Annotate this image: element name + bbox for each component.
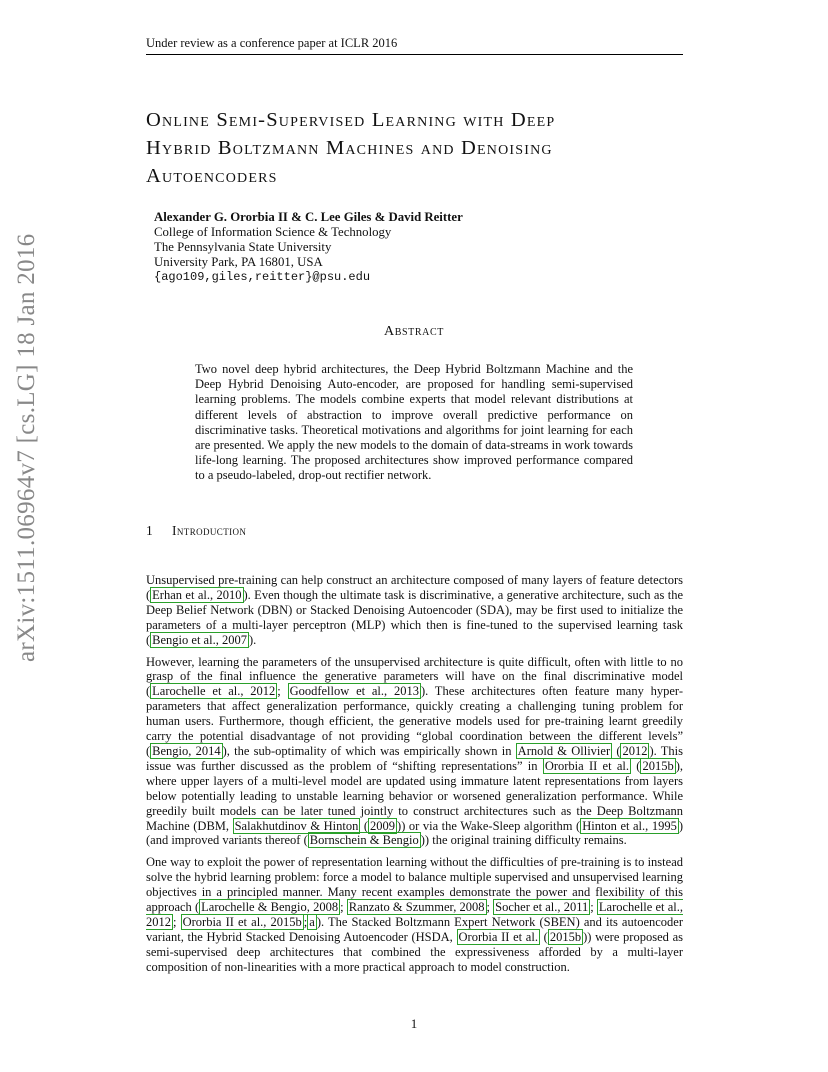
title-line: Online Semi-Supervised Learning with Deep (146, 109, 556, 131)
paragraph-text: ), where upper layers of a multi-level model are updated using immature latent representations from layers below potentially leading to unstable learning behavior or worsened generalization performance. While greedily built models can be later tuned jointly to construct architectures such as the Deep Boltzmann Machine (DBM, (146, 758, 683, 833)
title-line: Hybrid Boltzmann Machines and Denoising (146, 137, 553, 159)
affiliation-line: The Pennsylvania State University (154, 240, 332, 254)
arxiv-identifier[interactable]: arXiv:1511.06964v7 [cs.LG] 18 Jan 2016 (13, 233, 40, 662)
paragraph-text: ). The Stacked Boltzmann Expert Network (SBEN) and its autoencoder variant, the Hybrid Stacked Denoising Autoencoder (HSDA, (146, 914, 683, 944)
citation-link[interactable]: Salakhutdinov & Hinton (234, 818, 359, 833)
paragraph-text: ). Even though the ultimate task is discriminative, a generative architecture, such as the Deep Belief Network (DBN) or Stacked Denoising Autoencoder (SDA), may be first used to initialize the parameters of a multi-layer perceptron (MLP) which then is fine-tuned to the supervised learning task ( (146, 587, 683, 647)
paragraph-text: ( (631, 758, 641, 773)
section-heading (146, 523, 546, 539)
paragraph-text: ; (486, 900, 494, 915)
citation-link[interactable]: Ranzato & Szummer, 2008 (348, 900, 485, 915)
citation-link[interactable]: Ororbia II et al., 2015b (182, 914, 302, 929)
citation-link[interactable]: Ororbia II et al. (544, 758, 629, 773)
section-title: Introduction (172, 523, 247, 538)
citation-link[interactable]: Erhan et al., 2010 (152, 587, 242, 602)
citation-link[interactable]: a (309, 914, 315, 929)
paragraph (146, 855, 683, 974)
paragraph-text: ) (and improved variants thereof ( (146, 818, 683, 848)
citation-link[interactable]: Ororbia II et al. (458, 929, 538, 944)
paragraph-text: ( (612, 743, 621, 758)
paragraph-text: ; (590, 900, 597, 915)
section-number: 1 (146, 523, 154, 538)
citation-link[interactable]: Hinton et al., 1995 (582, 818, 677, 833)
citation-link[interactable]: 2012 (622, 743, 648, 758)
citation-link[interactable]: 2009 (370, 818, 396, 833)
author-block (154, 210, 604, 285)
citation-link[interactable]: Arnold & Ollivier (517, 743, 611, 758)
affiliation-line: University Park, PA 16801, USA (154, 255, 323, 269)
paragraph-text: ; (303, 914, 308, 929)
author-email[interactable]: {ago109,giles,reitter}@psu.edu (154, 270, 371, 284)
citation-link[interactable]: Bornschein & Bengio (309, 833, 419, 848)
citation-link[interactable]: Socher et al., 2011 (495, 900, 589, 915)
paragraph-text: One way to exploit the power of representation learning without the difficulties of pre-training is to instead solve the hybrid learning problem: force a model to balance multiple supervised and unsupervised learning objectives in a principled manner. Many recent examples demonstrate the power and flexibility of this approach ( (146, 855, 683, 915)
paragraph-text: ). These architectures often feature many hyper-parameters that affect generalization performance, quickly creating a challenging tuning problem for human users. Furthermore, though efficient, the generative models used for pre-training learnt greedily carry the potential disadvantage of not providing “global coordination between the different levels” ( (146, 684, 683, 758)
paragraph (146, 573, 683, 648)
author-names: Alexander G. Ororbia II & C. Lee Giles & David Reitter (154, 210, 463, 224)
paragraph-text: ). (248, 632, 257, 647)
citation-link[interactable]: 2015b (642, 758, 674, 773)
page-number: 1 (410, 1016, 418, 1031)
paragraph-text: ). This issue was further discussed as the problem of “shifting representations” in (146, 743, 683, 773)
citation-link[interactable]: Bengio et al., 2007 (152, 632, 247, 647)
affiliation-line: College of Information Science & Technology (154, 225, 392, 239)
paragraph-text: ; (277, 684, 288, 699)
running-header: Under review as a conference paper at ICLR 2016 (146, 36, 683, 55)
abstract-heading: Abstract (384, 324, 444, 339)
paragraph-text: ; (340, 900, 347, 915)
paper-title (146, 106, 706, 190)
abstract-text: Two novel deep hybrid architectures, the Deep Hybrid Boltzmann Machine and the Deep Hybrid Denoising Auto-encoder, are proposed for handling semi-supervised learning problems. The models combine experts that model relevant distributions at different levels of abstraction to improve overall predictive performance on discriminative tasks. Theoretical motivations and algorithms for joint learning for each are presented. We apply the new models to the domain of data-streams in work towards life-long learning. The proposed architectures show improved performance compared to a pseudo-labeled, drop-out rectifier network. (195, 362, 633, 483)
citation-link[interactable]: 2015b (549, 929, 582, 944)
paragraph-text: Unsupervised pre-training can help construct an architecture composed of many layers of feature detectors ( (146, 573, 683, 602)
paragraph-text: )) the original training difficulty remains. (420, 833, 627, 848)
citation-link[interactable]: Larochelle et al., 2012 (146, 900, 683, 929)
paragraph-text: ( (539, 929, 548, 944)
paragraph-text: ; (173, 914, 181, 929)
citation-link[interactable]: Bengio, 2014 (152, 743, 221, 758)
introduction-body (146, 573, 683, 982)
citation-link[interactable]: Larochelle et al., 2012 (152, 684, 276, 699)
citation-link[interactable]: Larochelle & Bengio, 2008 (201, 900, 339, 915)
paragraph-text: ( (360, 818, 369, 833)
paragraph-text: However, learning the parameters of the unsupervised architecture is quite difficult, often with little to no grasp of the final influence the generative parameters will have on the final discriminative model ( (146, 654, 683, 699)
paragraph-text: )) or via the Wake-Sleep algorithm ( (397, 818, 581, 833)
citation-link[interactable]: Goodfellow et al., 2013 (289, 684, 419, 699)
paragraph-text: )) were proposed as semi-supervised deep architectures that combined the expressiveness afforded by a multi-layer composition of non-linearities with a more practical approach to model construction. (146, 929, 683, 974)
title-line: Autoencoders (146, 165, 278, 187)
paragraph (146, 655, 683, 849)
paragraph-text: ), the sub-optimality of which was empirically shown in (222, 743, 516, 758)
